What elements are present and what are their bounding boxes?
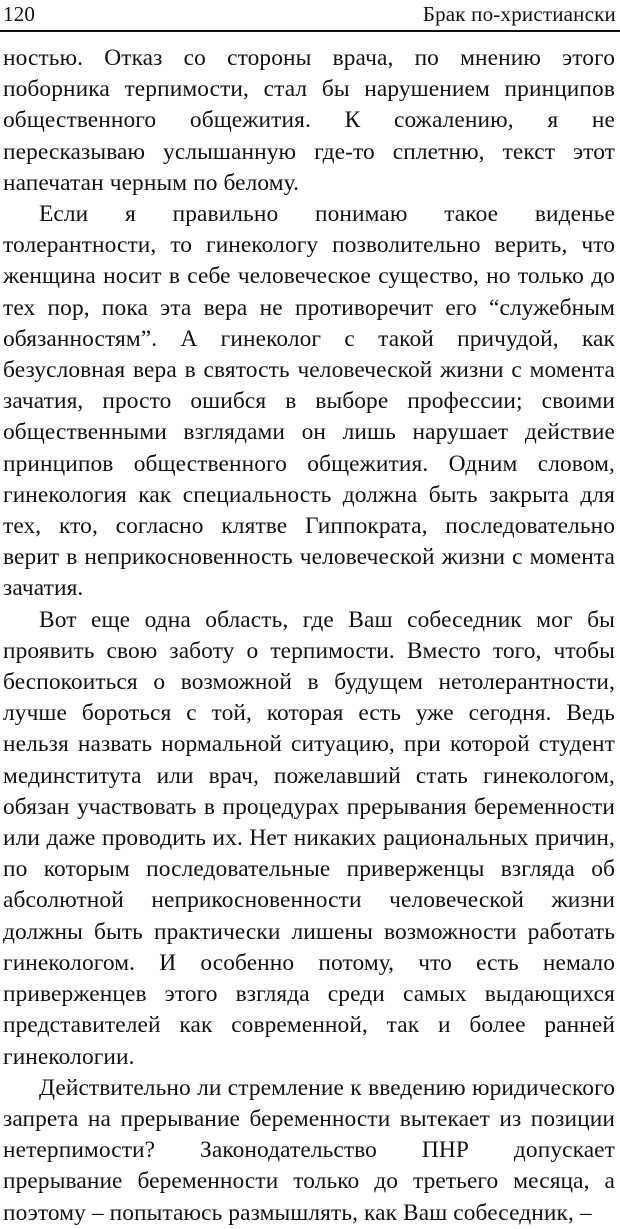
page-header: [3, 0, 616, 32]
page-number: 120: [3, 2, 36, 26]
paragraph-2: Если я правильно понимаю такое виденье толерантности, то гинекологу позволительно верить, что женщина носит в себе человеческое существо, но только до тех пор, пока эта вера не противоречит его “служебным обязанностям”. А гинеколог с такой причудой, как безусловная вера в святость человеческой жизни с момента зачатия, просто ошибся в выборе профессии; своими общественными взглядами он лишь нарушает действие принципов общественного общежития. Одним словом, гинекология как специальность должна быть закрыта для тех, кто, согласно клятве Гиппократа, последовательно верит в неприкосновенность человеческой жизни с момента зачатия.: [3, 201, 615, 602]
header-rule: [0, 30, 620, 32]
body-text: [3, 43, 615, 1229]
paragraph-4: Действительно ли стремление к введению юридического запрета на прерывание беременности вытекает из позиции нетерпимости? Законодательство ПНР допускает прерывание беременности только до третьего месяца, а поэтому – попытаюсь размышлять, как Ваш собеседник, –: [3, 1074, 615, 1226]
running-title: Брак по-христиански: [422, 2, 616, 26]
paragraph-3: Вот еще одна область, где Ваш собеседник мог бы проявить свою заботу о терпимости. Вместо того, чтобы беспокоиться о возможной в будущем нетолерантности, лучше бороться с той, которая есть уже сегодня. Ведь нельзя назвать нормальной ситуацию, при которой студент мединститута или врач, пожелавший стать гинекологом, обязан участвовать в процедурах прерывания беременности или даже проводить их. Нет никаких рациональных причин, по которым последовательные приверженцы взгляда об абсолютной неприкосновенности человеческой жизни должны быть практически лишены возможности работать гинекологом. И особенно потому, что есть немало приверженцев этого взгляда среди самых выдающихся представителей как современной, так и более ранней гинекологии.: [3, 606, 615, 1070]
paragraph-1: ностью. Отказ со стороны врача, по мнению этого поборника терпимости, стал бы нарушением принципов общественного общежития. К сожалению, я не пересказываю услышанную где-то сплетню, текст этот напечатан черным по белому.: [3, 45, 615, 196]
